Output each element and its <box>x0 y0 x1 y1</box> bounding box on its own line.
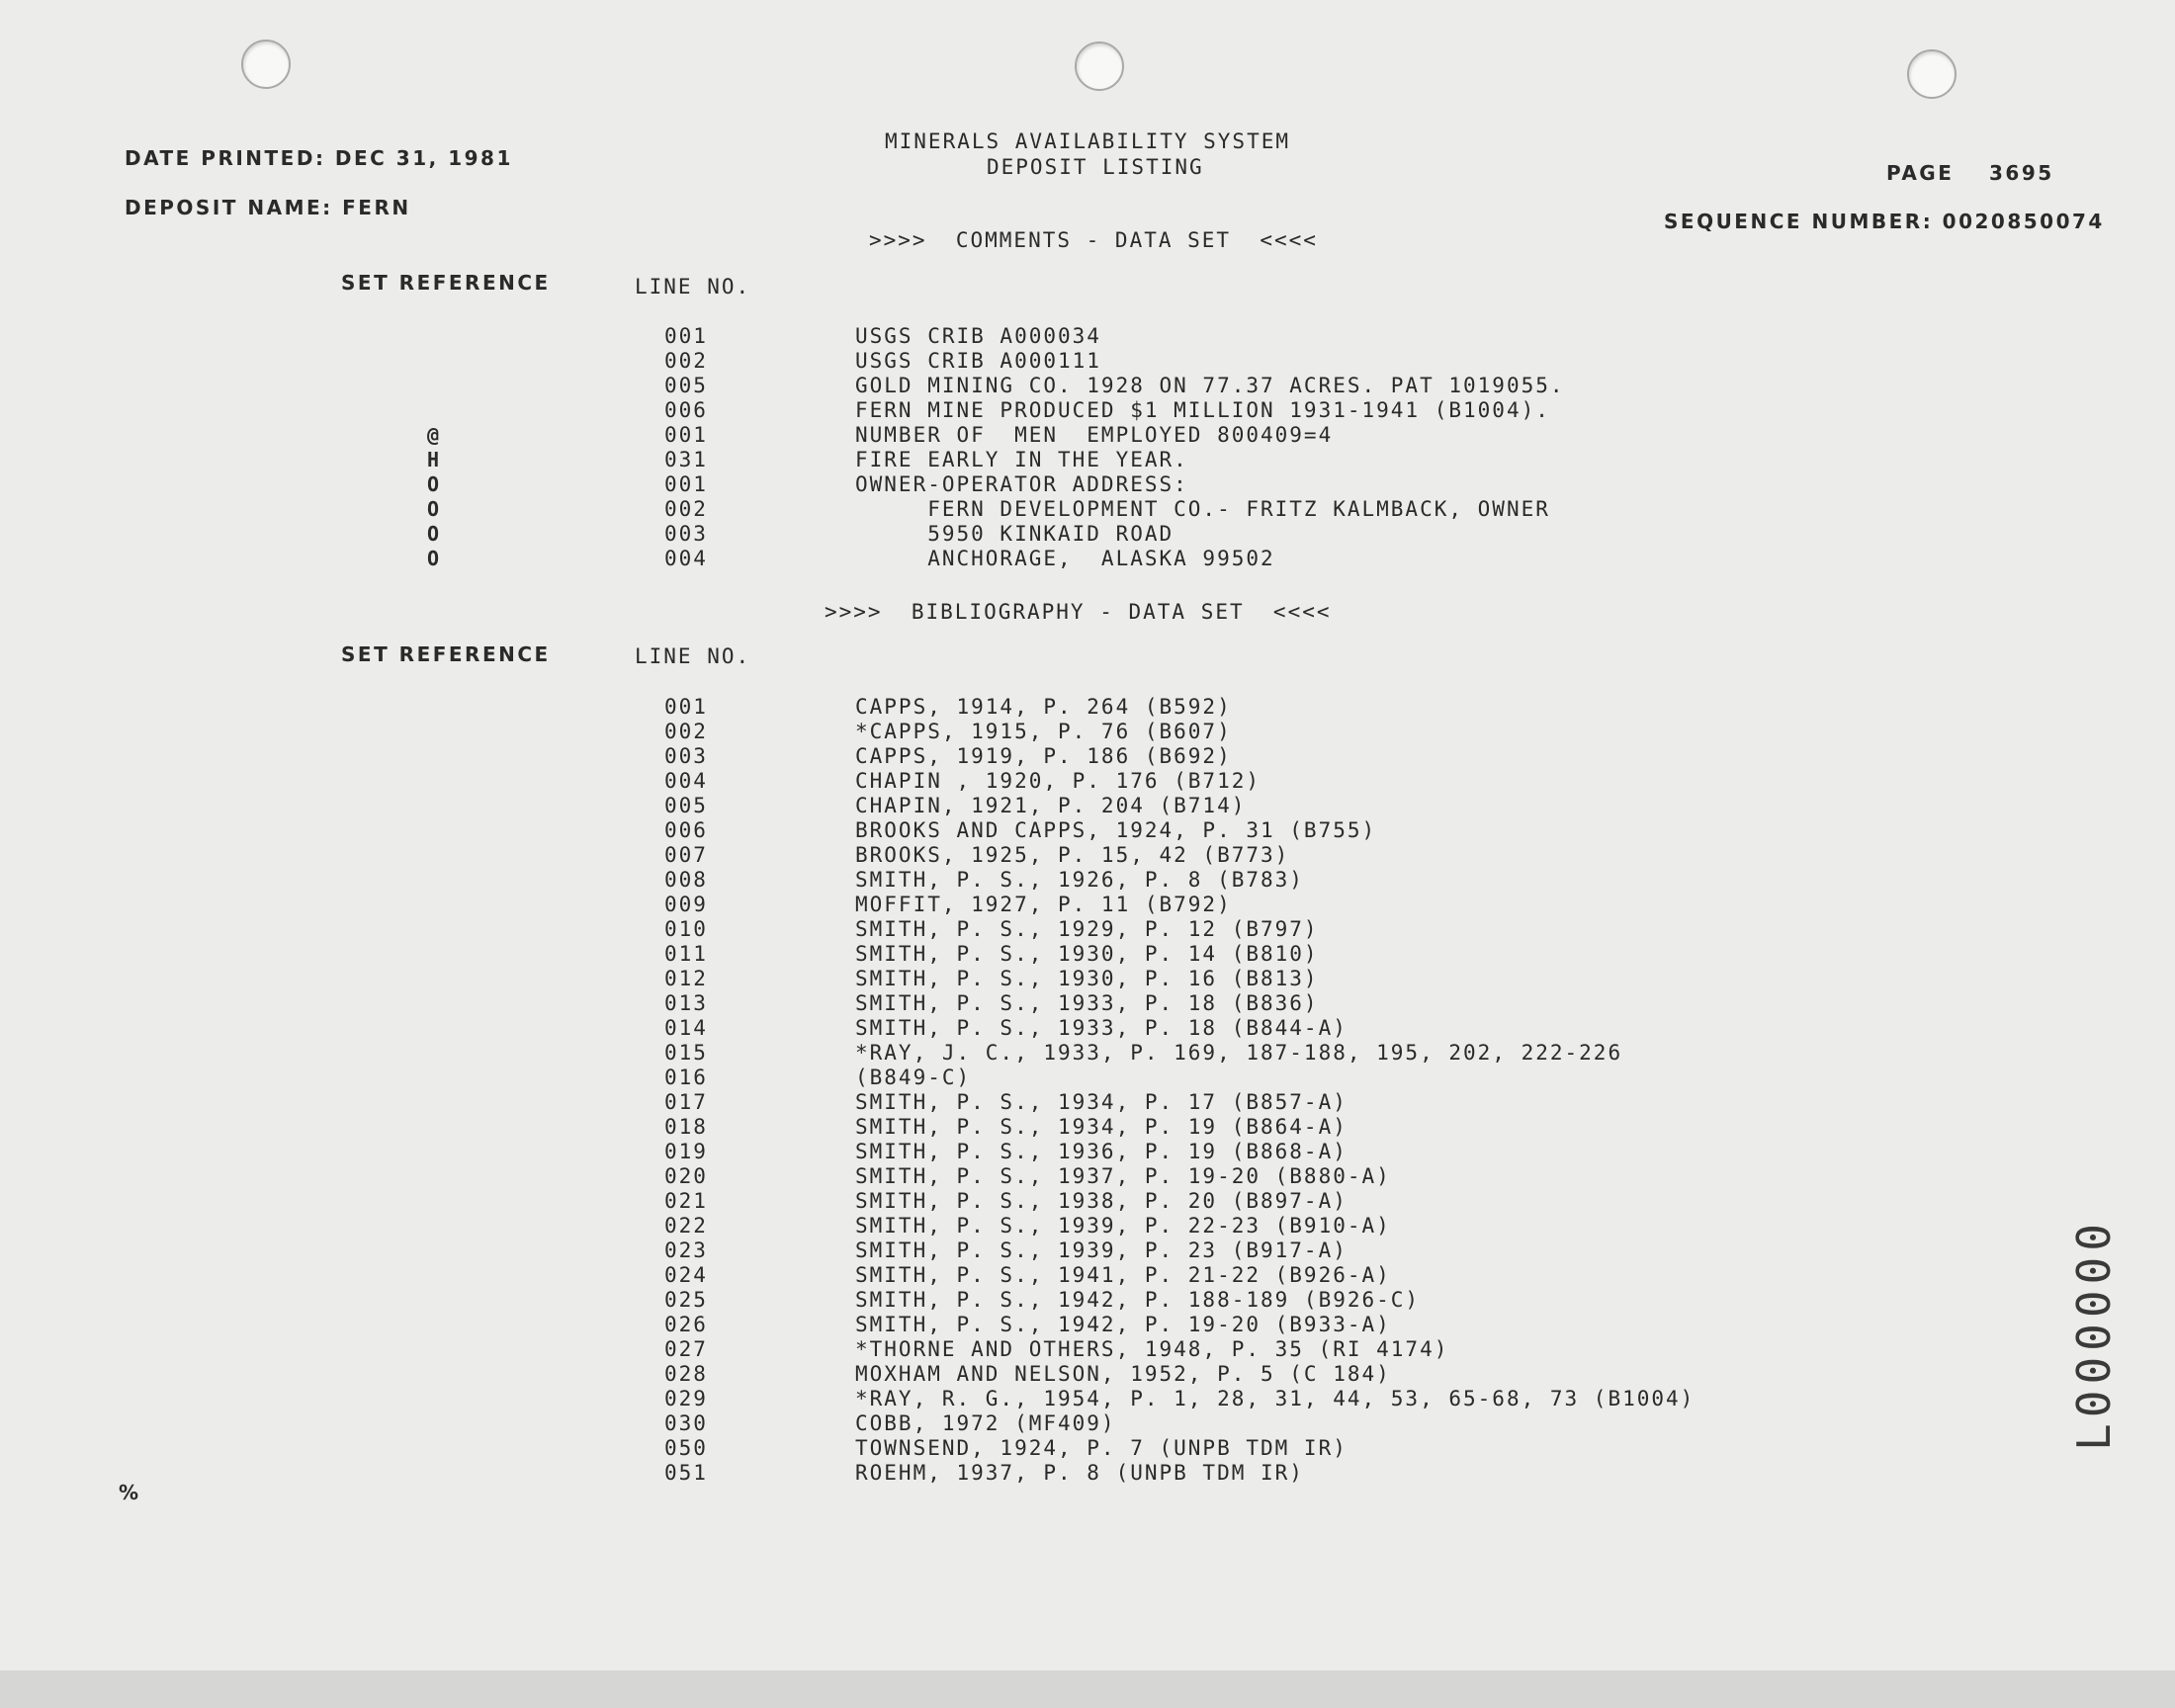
line-number: 001 <box>664 472 708 496</box>
line-number: 002 <box>664 720 708 743</box>
line-text: SMITH, P. S., 1939, P. 22-23 (B910-A) <box>855 1214 1391 1238</box>
line-number: 001 <box>664 324 708 348</box>
line-number: 015 <box>664 1041 708 1065</box>
comments-col-line-no: LINE NO. <box>635 275 751 299</box>
line-text: CAPPS, 1919, P. 186 (B692) <box>855 744 1232 768</box>
line-text: SMITH, P. S., 1936, P. 19 (B868-A) <box>855 1140 1348 1163</box>
line-text: ROEHM, 1937, P. 8 (UNPB TDM IR) <box>855 1461 1304 1485</box>
percent-mark: % <box>119 1481 141 1504</box>
line-number: 001 <box>664 695 708 719</box>
line-text: SMITH, P. S., 1942, P. 188-189 (B926-C) <box>855 1288 1421 1312</box>
line-text: ANCHORAGE, ALASKA 99502 <box>855 547 1275 570</box>
line-text: SMITH, P. S., 1926, P. 8 (B783) <box>855 868 1304 892</box>
punch-hole-right <box>1907 49 1957 99</box>
line-text: SMITH, P. S., 1930, P. 16 (B813) <box>855 967 1319 990</box>
line-number: 023 <box>664 1238 708 1262</box>
set-reference-mark: O <box>427 547 442 570</box>
line-number: 018 <box>664 1115 708 1139</box>
page-label: PAGE <box>1886 161 1955 185</box>
punch-hole-center <box>1075 42 1124 91</box>
line-number: 007 <box>664 843 708 867</box>
line-text: FERN MINE PRODUCED $1 MILLION 1931-1941 (B1004). <box>855 398 1550 422</box>
line-text: GOLD MINING CO. 1928 ON 77.37 ACRES. PAT 1019055. <box>855 374 1565 397</box>
line-text: SMITH, P. S., 1933, P. 18 (B844-A) <box>855 1016 1348 1040</box>
line-text: SMITH, P. S., 1938, P. 20 (B897-A) <box>855 1189 1348 1213</box>
line-number: 011 <box>664 942 708 966</box>
line-number: 021 <box>664 1189 708 1213</box>
line-text: USGS CRIB A000111 <box>855 349 1101 373</box>
listing-title: DEPOSIT LISTING <box>987 155 1204 179</box>
line-text: *THORNE AND OTHERS, 1948, P. 35 (RI 4174) <box>855 1337 1449 1361</box>
line-text: CAPPS, 1914, P. 264 (B592) <box>855 695 1232 719</box>
line-text: CHAPIN , 1920, P. 176 (B712) <box>855 769 1262 793</box>
line-text: SMITH, P. S., 1933, P. 18 (B836) <box>855 991 1319 1015</box>
set-reference-mark: O <box>427 497 442 521</box>
line-text: SMITH, P. S., 1934, P. 17 (B857-A) <box>855 1090 1348 1114</box>
line-number: 005 <box>664 374 708 397</box>
line-number: 051 <box>664 1461 708 1485</box>
line-text: *CAPPS, 1915, P. 76 (B607) <box>855 720 1232 743</box>
line-number: 020 <box>664 1164 708 1188</box>
line-number: 031 <box>664 448 708 471</box>
line-text: OWNER-OPERATOR ADDRESS: <box>855 472 1188 496</box>
line-text: SMITH, P. S., 1937, P. 19-20 (B880-A) <box>855 1164 1391 1188</box>
line-text: NUMBER OF MEN EMPLOYED 800409=4 <box>855 423 1334 447</box>
deposit-name: DEPOSIT NAME: FERN <box>125 196 411 219</box>
line-text: FIRE EARLY IN THE YEAR. <box>855 448 1188 471</box>
line-text: SMITH, P. S., 1942, P. 19-20 (B933-A) <box>855 1313 1391 1336</box>
line-number: 006 <box>664 398 708 422</box>
line-number: 025 <box>664 1288 708 1312</box>
line-text: COBB, 1972 (MF409) <box>855 1411 1116 1435</box>
margin-code <box>2054 1218 2133 1451</box>
set-reference-mark: H <box>427 448 442 471</box>
line-number: 009 <box>664 893 708 916</box>
line-number: 013 <box>664 991 708 1015</box>
line-text: MOXHAM AND NELSON, 1952, P. 5 (C 184) <box>855 1362 1391 1386</box>
line-text: FERN DEVELOPMENT CO.- FRITZ KALMBACK, OWNER <box>855 497 1550 521</box>
set-reference-mark: O <box>427 522 442 546</box>
date-printed: DATE PRINTED: DEC 31, 1981 <box>125 146 513 170</box>
line-number: 016 <box>664 1066 708 1089</box>
line-number: 027 <box>664 1337 708 1361</box>
line-number: 022 <box>664 1214 708 1238</box>
system-title: MINERALS AVAILABILITY SYSTEM <box>885 129 1291 153</box>
line-text: SMITH, P. S., 1941, P. 21-22 (B926-A) <box>855 1263 1391 1287</box>
line-text: MOFFIT, 1927, P. 11 (B792) <box>855 893 1232 916</box>
line-number: 003 <box>664 744 708 768</box>
line-number: 002 <box>664 349 708 373</box>
line-text: SMITH, P. S., 1939, P. 23 (B917-A) <box>855 1238 1348 1262</box>
line-number: 010 <box>664 917 708 941</box>
scan-bottom-edge <box>0 1670 2175 1708</box>
line-text: *RAY, J. C., 1933, P. 169, 187-188, 195, 202, 222-226 <box>855 1041 1623 1065</box>
set-reference-mark: O <box>427 472 442 496</box>
line-text: TOWNSEND, 1924, P. 7 (UNPB TDM IR) <box>855 1436 1348 1460</box>
margin-code-text: L000000 <box>2067 1218 2121 1451</box>
set-reference-mark: @ <box>427 423 442 447</box>
line-text: BROOKS, 1925, P. 15, 42 (B773) <box>855 843 1290 867</box>
line-text: CHAPIN, 1921, P. 204 (B714) <box>855 794 1247 817</box>
line-text: SMITH, P. S., 1930, P. 14 (B810) <box>855 942 1319 966</box>
bibliography-section-title: >>>> BIBLIOGRAPHY - DATA SET <<<< <box>825 600 1332 624</box>
line-number: 003 <box>664 522 708 546</box>
line-number: 028 <box>664 1362 708 1386</box>
line-number: 005 <box>664 794 708 817</box>
line-number: 004 <box>664 547 708 570</box>
line-number: 029 <box>664 1387 708 1410</box>
line-number: 019 <box>664 1140 708 1163</box>
line-text: (B849-C) <box>855 1066 972 1089</box>
line-text: *RAY, R. G., 1954, P. 1, 28, 31, 44, 53, 65-68, 73 (B1004) <box>855 1387 1696 1410</box>
line-text: USGS CRIB A000034 <box>855 324 1101 348</box>
line-number: 014 <box>664 1016 708 1040</box>
bibliography-col-set-reference: SET REFERENCE <box>341 642 551 666</box>
line-number: 002 <box>664 497 708 521</box>
line-text: SMITH, P. S., 1934, P. 19 (B864-A) <box>855 1115 1348 1139</box>
comments-section-title: >>>> COMMENTS - DATA SET <<<< <box>869 228 1318 252</box>
punch-hole-left <box>241 40 291 89</box>
line-number: 017 <box>664 1090 708 1114</box>
line-number: 006 <box>664 818 708 842</box>
line-number: 024 <box>664 1263 708 1287</box>
line-number: 008 <box>664 868 708 892</box>
page-number: 3695 <box>1989 161 2054 185</box>
line-number: 050 <box>664 1436 708 1460</box>
line-text: 5950 KINKAID ROAD <box>855 522 1174 546</box>
line-number: 001 <box>664 423 708 447</box>
line-number: 026 <box>664 1313 708 1336</box>
line-number: 004 <box>664 769 708 793</box>
comments-col-set-reference: SET REFERENCE <box>341 271 551 295</box>
line-number: 012 <box>664 967 708 990</box>
line-number: 030 <box>664 1411 708 1435</box>
line-text: SMITH, P. S., 1929, P. 12 (B797) <box>855 917 1319 941</box>
sequence-number: SEQUENCE NUMBER: 0020850074 <box>1664 210 2105 233</box>
line-text: BROOKS AND CAPPS, 1924, P. 31 (B755) <box>855 818 1377 842</box>
bibliography-col-line-no: LINE NO. <box>635 644 751 668</box>
